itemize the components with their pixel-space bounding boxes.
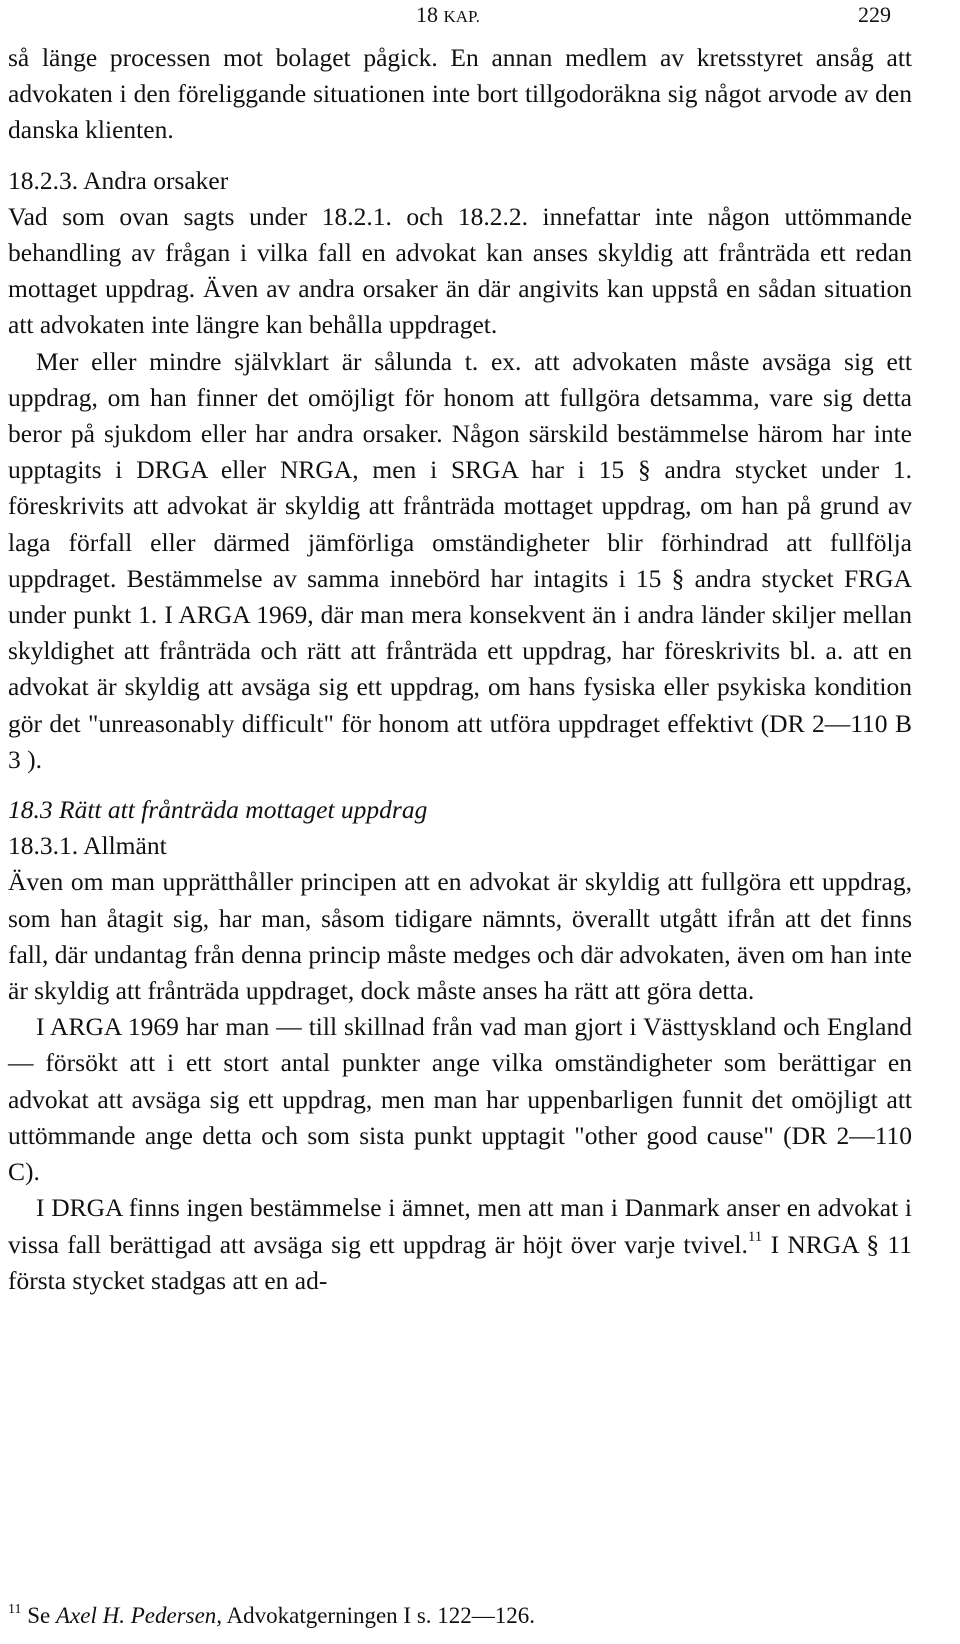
section-heading-18-2-3: 18.2.3. Andra orsaker (8, 165, 229, 195)
page-number: 229 (858, 2, 891, 27)
footnote (8, 1601, 908, 1631)
paragraph: Även om man upprätthåller principen att en advokat är skyldig att fullgöra ett uppdrag, som han åtagit sig, har man, såsom tidigare nämnts, överallt utgått ifrån att det finns fall, där undantag från denna princip måste medges och där advokaten, även om han inte är skyldig att frånträda uppdraget, dock måste anses ha rätt att göra detta. (8, 867, 912, 1006)
footnote-text: Advokatgerningen I s. 122—126. (222, 1603, 536, 1628)
chapter-number: 18 (416, 2, 438, 27)
paragraph: I ARGA 1969 har man — till skillnad från vad man gjort i Västtyskland och England — försökt att i ett stort antal punkter ange vilka omständigheter som berättigar en advokat att avsäga sig ett uppdrag, men man har uppenbarligen funnit det omöjligt att uttömmande ange detta och som sista punkt upptagit "other good cause" (DR 2—110 C). (8, 1012, 912, 1187)
paragraph: Mer eller mindre självklart är sålunda t. ex. att advokaten måste avsäga sig ett uppdrag, om han finner det omöjligt för honom att fullgöra detsamma, vare sig detta beror på sjukdom eller har andra orsaker. Någon särskild bestämmelse härom har inte upptagits i DRGA eller NRGA, men i SRGA har i 15 § andra stycket under 1. föreskrivits att advokat är skyldig att frånträda mottaget uppdrag, om han på grund av laga förfall eller därmed jämförliga omständigheter blir förhindrad att fullfölja uppdraget. Bestämmelse av samma innebörd har intagits i 15 § andra stycket FRGA under punkt 1. I ARGA 1969, där man mera konsekvent än i andra länder skiljer mellan skyldighet att frånträda och rätt att frånträda ett uppdrag, har föreskrivits bl. a. att en advokat är skyldig att avsäga sig ett uppdrag, om hans fysiska eller psykiska kondition gör det "unreasonably difficult" för honom att utföra uppdraget effektivt (DR 2—110 B 3 ). (8, 346, 912, 774)
section-heading-18-3-1: 18.3.1. Allmänt (8, 831, 167, 861)
paragraph-text: I DRGA finns ingen bestämmelse i ämnet, men att man i Danmark anser en advokat i vissa fall berättigad att avsäga sig ett uppdrag är höjt över varje tvivel. (8, 1193, 912, 1259)
chapter-heading (416, 2, 480, 28)
section-heading-18-3: 18.3 Rätt att frånträda mottaget uppdrag (8, 795, 428, 825)
body-text (8, 40, 912, 1299)
footnote-reference: 11 (747, 1228, 763, 1245)
paragraph-continued: så länge processen mot bolaget pågick. En annan medlem av kretsstyret ansåg att advokaten i den föreliggande situationen inte bort tillgodoräkna sig något arvode av den danska klienten. (8, 43, 912, 145)
footnote-number: 11 (8, 1602, 22, 1617)
footnote-author: Axel H. Pedersen, (55, 1603, 223, 1628)
paragraph-text-tail: I NRGA § 11 första stycket stadgas att en ad- (8, 1229, 912, 1295)
page-header (0, 2, 960, 32)
footnote-prefix: Se (27, 1603, 56, 1628)
paragraph: Vad som ovan sagts under 18.2.1. och 18.2.2. innefattar inte någon uttömmande behandling av frågan i vilka fall en advokat kan anses skyldig att frånträda ett redan mottaget uppdrag. Även av andra orsaker än där angivits kan uppstå en sådan situation att advokaten inte längre kan behålla uppdraget. (8, 201, 912, 340)
chapter-label: KAP. (443, 7, 480, 26)
paragraph (8, 1190, 912, 1299)
